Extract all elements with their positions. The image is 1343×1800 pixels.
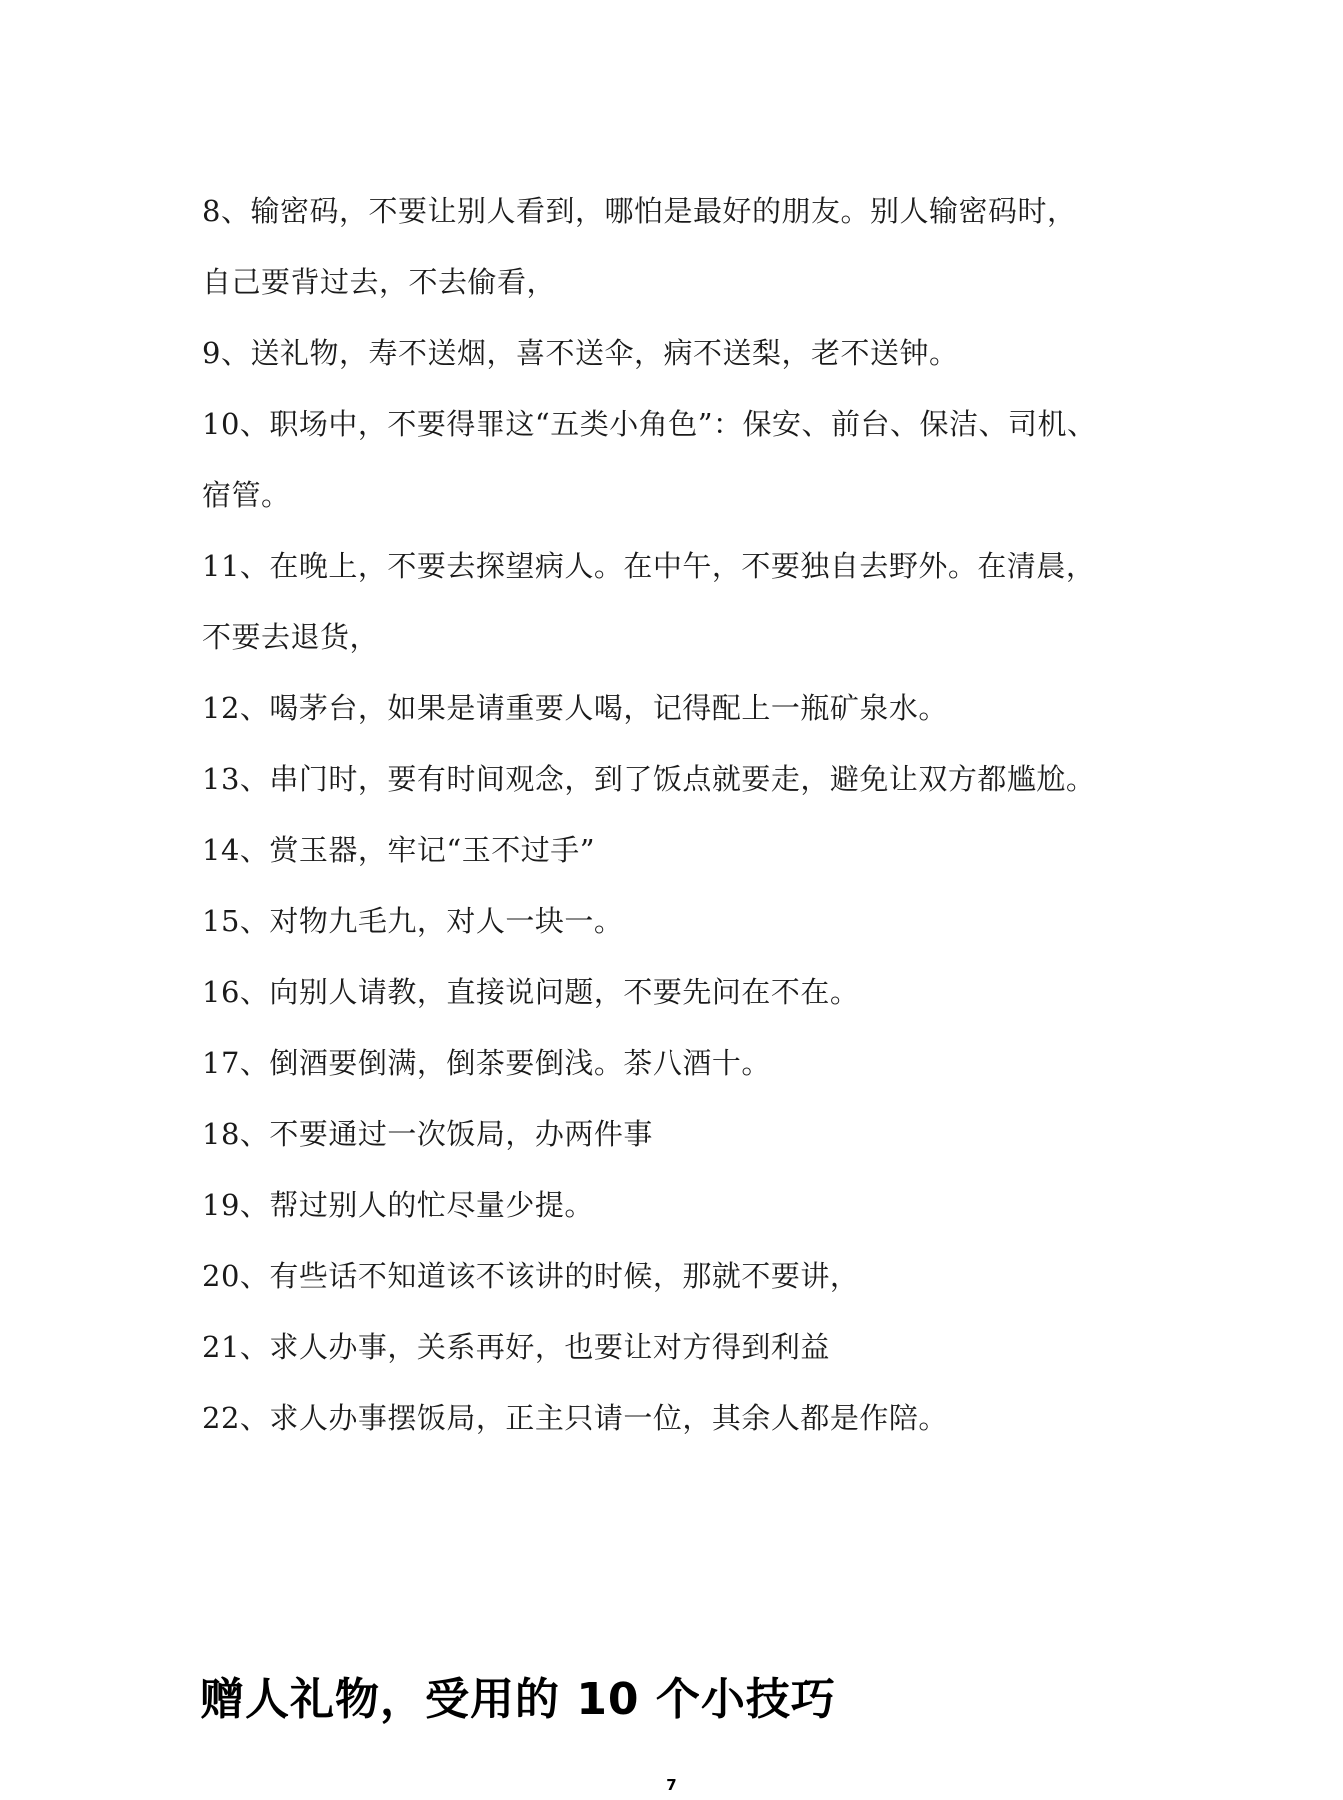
text-line: 10、职场中，不要得罪这“五类小角色”：保安、前台、保洁、司机、 — [202, 407, 1097, 441]
text-line: 20、有些话不知道该不该讲的时候，那就不要讲， — [202, 1259, 860, 1293]
text-line: 宿管。 — [202, 478, 291, 512]
section-heading: 赠人礼物，受用的 10 个小技巧 — [200, 1674, 836, 1725]
text-line: 8、输密码，不要让别人看到，哪怕是最好的朋友。别人输密码时， — [202, 194, 1077, 228]
text-line: 21、求人办事，关系再好，也要让对方得到利益 — [202, 1330, 830, 1364]
text-line: 自己要背过去，不去偷看， — [202, 265, 557, 299]
text-line: 19、帮过别人的忙尽量少提。 — [202, 1188, 594, 1222]
text-line: 14、赏玉器，牢记“玉不过手” — [202, 833, 596, 867]
text-line: 18、不要通过一次饭局，办两件事 — [202, 1117, 653, 1151]
text-line: 不要去退货， — [202, 620, 380, 654]
text-line: 13、串门时，要有时间观念，到了饭点就要走，避免让双方都尴尬。 — [202, 762, 1096, 796]
text-line: 22、求人办事摆饭局，正主只请一位，其余人都是作陪。 — [202, 1401, 948, 1435]
text-line: 9、送礼物，寿不送烟，喜不送伞，病不送梨，老不送钟。 — [202, 336, 959, 370]
text-line: 16、向别人请教，直接说问题，不要先问在不在。 — [202, 975, 860, 1009]
text-line: 12、喝茅台，如果是请重要人喝，记得配上一瓶矿泉水。 — [202, 691, 948, 725]
page-number: 7 — [666, 1776, 677, 1794]
text-line: 15、对物九毛九，对人一块一。 — [202, 904, 624, 938]
text-line: 11、在晚上，不要去探望病人。在中午，不要独自去野外。在清晨， — [202, 549, 1096, 583]
tips-list — [202, 176, 1162, 1454]
text-line: 17、倒酒要倒满，倒茶要倒浅。茶八酒十。 — [202, 1046, 771, 1080]
